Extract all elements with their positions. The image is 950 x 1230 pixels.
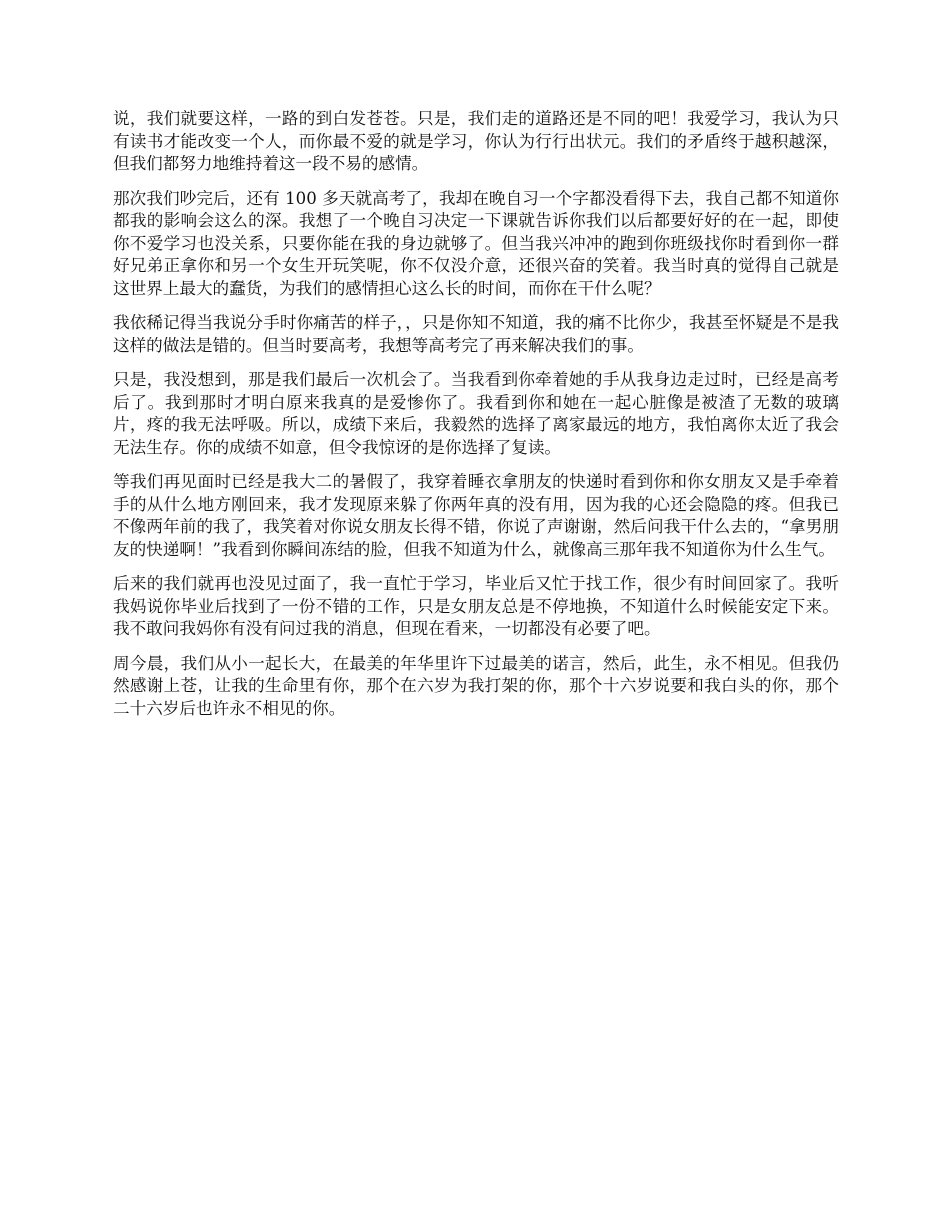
paragraph-6: 后来的我们就再也没见过面了，我一直忙于学习，毕业后又忙于找工作，很少有时间回家了。我听我妈说你毕业后找到了一份不错的工作，只是女朋友总是不停地换，不知道什么时候能安定下来。我不敢问我妈你有没有问过我的消息，但现在看来，一切都没有必要了吧。 [113,574,839,638]
paragraph-4: 只是，我没想到，那是我们最后一次机会了。当我看到你牵着她的手从我身边走过时，已经是高考后了。我到那时才明白原来我真的是爱惨你了。我看到你和她在一起心脏像是被渣了无数的玻璃片，疼的我无法呼吸。所以，成绩下来后，我毅然的选择了离家最远的地方，我怕离你太近了我会无法生存。你的成绩不如意，但令我惊讶的是你选择了复读。 [113,370,839,457]
paragraph-5: 等我们再见面时已经是我大二的暑假了，我穿着睡衣拿朋友的快递时看到你和你女朋友又是手牵着手的从什么地方刚回来，我才发现原来躲了你两年真的没有用，因为我的心还会隐隐的疼。但我已不像两年前的我了，我笑着对你说女朋友长得不错，你说了声谢谢，然后问我干什么去的，“拿男朋友的快递啊！”我看到你瞬间冻结的脸，但我不知道为什么，就像高三那年我不知道你为什么生气。 [113,472,839,559]
paragraph-7: 周今晨，我们从小一起长大，在最美的年华里许下过最美的诺言，然后，此生，永不相见。但我仍然感谢上苍，让我的生命里有你，那个在六岁为我打架的你，那个十六岁说要和我白头的你，那个二十六岁后也许永不相见的你。 [113,653,839,718]
paragraph-1: 说，我们就要这样，一路的到白发苍苍。只是，我们走的道路还是不同的吧！我爱学习，我认为只有读书才能改变一个人，而你最不爱的就是学习，你认为行行出状元。我们的矛盾终于越积越深，但我们都努力地维持着这一段不易的感情。 [113,109,839,173]
document-body [113,108,839,732]
paragraph-2: 那次我们吵完后，还有 100 多天就高考了，我却在晚自习一个字都没看得下去，我自己都不知道你都我的影响会这么的深。我想了一个晚自习决定一下课就告诉你我们以后都要好好的在一起，即使你不爱学习也没关系，只要你能在我的身边就够了。但当我兴冲冲的跑到你班级找你时看到你一群好兄弟正拿你和另一个女生开玩笑呢，你不仅没介意，还很兴奋的笑着。我当时真的觉得自己就是这世界上最大的蠢货，为我们的感情担心这么长的时间，而你在干什么呢？ [113,188,839,298]
paragraph-3: 我依稀记得当我说分手时你痛苦的样子，，只是你知不知道，我的痛不比你少，我甚至怀疑是不是我这样的做法是错的。但当时要高考，我想等高考完了再来解决我们的事。 [113,313,839,355]
